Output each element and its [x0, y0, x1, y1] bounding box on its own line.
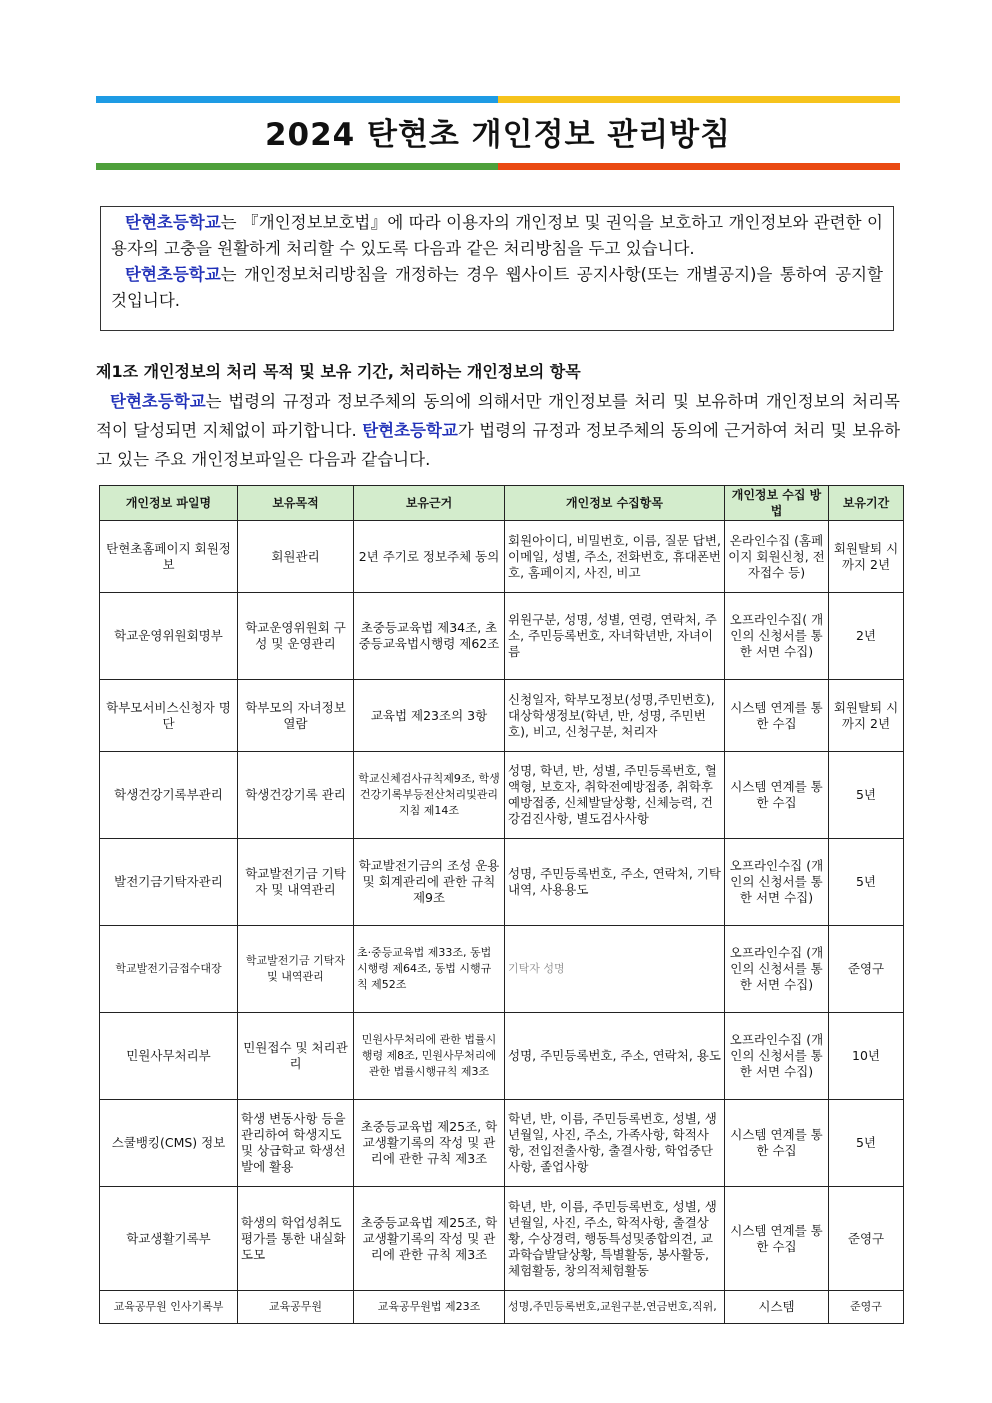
cell-items: 신청일자, 학부모정보(성명,주민번호), 대상학생정보(학년, 반, 성명, 주민번호), 비고, 신청구분, 처리자: [505, 680, 725, 752]
cell-basis: 초중등교육법 제25조, 학교생활기록의 작성 및 관리에 관한 규칙 제3조: [354, 1187, 505, 1291]
cell-items: 성명,주민등록번호,교원구분,연금번호,직위,: [505, 1291, 725, 1324]
cell-method: 시스템 연계를 통한 수집: [725, 752, 829, 839]
cell-purpose: 학교운영위원회 구성 및 운영관리: [238, 593, 354, 680]
cell-purpose: 회원관리: [238, 521, 354, 593]
school-name: 탄현초등학교: [110, 392, 206, 411]
cell-items: 위원구분, 성명, 성별, 연령, 연락처, 주소, 주민등록번호, 자녀학년반, 자녀이름: [505, 593, 725, 680]
section-1-body: [96, 387, 900, 474]
cell-method: 시스템: [725, 1291, 829, 1324]
cell-items: 성명, 학년, 반, 성별, 주민등록번호, 혈액형, 보호자, 취학전예방접종, 취학후예방접종, 신체발달상황, 신체능력, 건강검진사항, 별도검사사항: [505, 752, 725, 839]
school-name: 탄현초등학교: [125, 213, 221, 232]
intro-paragraph-2: [111, 262, 883, 314]
section-1-text-b: 가 법령의 규정과 정보주체의 동의에 근거하여 처리 및 보유하고 있는 주요 개인정보파일은 다음과 같습니다.: [96, 421, 901, 469]
cell-retention: 5년: [829, 1100, 904, 1187]
header-items: 개인정보 수집항목: [505, 486, 725, 521]
top-color-bar: [96, 96, 900, 103]
cell-items: 성명, 주민등록번호, 주소, 연락처, 기탁내역, 사용용도: [505, 839, 725, 926]
cell-items: 성명, 주민등록번호, 주소, 연락처, 용도: [505, 1013, 725, 1100]
school-name: 탄현초등학교: [362, 421, 458, 440]
cell-basis: 2년 주기로 정보주체 동의: [354, 521, 505, 593]
cell-method: 시스템 연계를 통한 수집: [725, 1100, 829, 1187]
cell-file-name: 스쿨뱅킹(CMS) 정보: [100, 1100, 238, 1187]
section-1-title: 제1조 개인정보의 처리 목적 및 보유 기간, 처리하는 개인정보의 항목: [96, 362, 581, 381]
cell-file-name: 교육공무원 인사기록부: [100, 1291, 238, 1324]
header-basis: 보유근거: [354, 486, 505, 521]
cell-basis: 초중등교육법 제34조, 초중등교육법시행령 제62조: [354, 593, 505, 680]
cell-method: 오프라인수집 (개인의 신청서를 통한 서면 수집): [725, 926, 829, 1013]
table-row: [100, 1100, 904, 1187]
cell-retention: 회원탈퇴 시까지 2년: [829, 521, 904, 593]
cell-file-name: 학교운영위원회명부: [100, 593, 238, 680]
header-file-name: 개인정보 파일명: [100, 486, 238, 521]
cell-purpose: 학생의 학업성취도 평가를 통한 내실화 도모: [238, 1187, 354, 1291]
cell-method: 시스템 연계를 통한 수집: [725, 680, 829, 752]
cell-purpose: 민원접수 및 처리관리: [238, 1013, 354, 1100]
cell-purpose: 학생 변동사항 등을 관리하여 학생지도 및 상급학교 학생선발에 활용: [238, 1100, 354, 1187]
header-method: 개인정보 수집 방법: [725, 486, 829, 521]
table-header-row: [100, 486, 904, 521]
cell-items: 회원아이디, 비밀번호, 이름, 질문 답변, 이메일, 성별, 주소, 전화번호, 휴대폰번호, 홈페이지, 사진, 비고: [505, 521, 725, 593]
intro-box: [100, 206, 894, 331]
table-row: [100, 1291, 904, 1324]
cell-file-name: 학부모서비스신청자 명단: [100, 680, 238, 752]
cell-retention: 5년: [829, 839, 904, 926]
cell-file-name: 학교생활기록부: [100, 1187, 238, 1291]
intro-text-1: 는 『개인정보보호법』에 따라 이용자의 개인정보 및 권익을 보호하고 개인정보와 관련한 이용자의 고충을 원활하게 처리할 수 있도록 다음과 같은 처리방침을 두고 있습니다.: [111, 213, 883, 258]
header-purpose: 보유목적: [238, 486, 354, 521]
privacy-file-table: [99, 485, 904, 1324]
top-bar-right: [498, 96, 900, 103]
cell-basis: 초·중등교육법 제33조, 동법 시행령 제64조, 동법 시행규칙 제52조: [354, 926, 505, 1013]
cell-method: 오프라인수집( 개인의 신청서를 통한 서면 수집): [725, 593, 829, 680]
cell-method: 오프라인수집 (개인의 신청서를 통한 서면 수집): [725, 839, 829, 926]
cell-purpose: 학교발전기금 기탁자 및 내역관리: [238, 839, 354, 926]
cell-purpose: 학부모의 자녀정보 열람: [238, 680, 354, 752]
cell-items: 기탁자 성명: [505, 926, 725, 1013]
cell-retention: 10년: [829, 1013, 904, 1100]
cell-basis: 민원사무처리에 관한 법률시행령 제8조, 민원사무처리에관한 법률시행규칙 제3조: [354, 1013, 505, 1100]
cell-items: 학년, 반, 이름, 주민등록번호, 성별, 생년월일, 사진, 주소, 학적사항, 출결상황, 수상경력, 행동특성및종합의견, 교과학습발달상황, 특별활동, 봉사활동, 체험활동, 창의적체험활동: [505, 1187, 725, 1291]
cell-retention: 2년: [829, 593, 904, 680]
cell-basis: 학교신체검사규칙제9조, 학생건강기록부등전산처리및관리지침 제14조: [354, 752, 505, 839]
cell-method: 온라인수집 (홈페이지 회원신청, 전자접수 등): [725, 521, 829, 593]
cell-basis: 교육공무원법 제23조: [354, 1291, 505, 1324]
cell-retention: 회원탈퇴 시까지 2년: [829, 680, 904, 752]
table-row: [100, 752, 904, 839]
header-retention: 보유기간: [829, 486, 904, 521]
table-row: [100, 1013, 904, 1100]
top-bar-left: [96, 96, 498, 103]
cell-retention: 준영구: [829, 1291, 904, 1324]
cell-purpose: 학생건강기록 관리: [238, 752, 354, 839]
cell-basis: 초중등교육법 제25조, 학교생활기록의 작성 및 관리에 관한 규칙 제3조: [354, 1100, 505, 1187]
intro-text-2: 는 개인정보처리방침을 개정하는 경우 웹사이트 공지사항(또는 개별공지)을 통하여 공지할 것입니다.: [111, 265, 883, 310]
cell-items: 학년, 반, 이름, 주민등록번호, 성별, 생년월일, 사진, 주소, 가족사항, 학적사항, 전입전출사항, 출결사항, 학업중단사항, 졸업사항: [505, 1100, 725, 1187]
cell-retention: 준영구: [829, 1187, 904, 1291]
cell-retention: 준영구: [829, 926, 904, 1013]
cell-file-name: 학교발전기금접수대장: [100, 926, 238, 1013]
cell-file-name: 민원사무처리부: [100, 1013, 238, 1100]
cell-retention: 5년: [829, 752, 904, 839]
table-row: [100, 680, 904, 752]
cell-file-name: 발전기금기탁자관리: [100, 839, 238, 926]
school-name: 탄현초등학교: [125, 265, 221, 284]
cell-file-name: 학생건강기록부관리: [100, 752, 238, 839]
cell-method: 시스템 연계를 통한 수집: [725, 1187, 829, 1291]
table-row: [100, 839, 904, 926]
table-row: [100, 521, 904, 593]
cell-purpose: 교육공무원: [238, 1291, 354, 1324]
table-row: [100, 926, 904, 1013]
table-row: [100, 1187, 904, 1291]
intro-paragraph-1: [111, 210, 883, 262]
bottom-bar-right: [498, 163, 900, 170]
cell-purpose: 학교발전기금 기탁자 및 내역관리: [238, 926, 354, 1013]
table-row: [100, 593, 904, 680]
cell-method: 오프라인수집 (개인의 신청서를 통한 서면 수집): [725, 1013, 829, 1100]
page-title: 2024 탄현초 개인정보 관리방침: [264, 117, 732, 153]
cell-file-name: 탄현초홈페이지 회원정보: [100, 521, 238, 593]
cell-basis: 교육법 제23조의 3항: [354, 680, 505, 752]
cell-basis: 학교발전기금의 조성 운용 및 회계관리에 관한 규칙 제9조: [354, 839, 505, 926]
bottom-color-bar: [96, 163, 900, 170]
bottom-bar-left: [96, 163, 498, 170]
section-1-text-a: 는 법령의 규정과 정보주체의 동의에 의해서만 개인정보를 처리 및 보유하며 개인정보의 처리목적이 달성되면 지체없이 파기합니다.: [96, 392, 900, 440]
